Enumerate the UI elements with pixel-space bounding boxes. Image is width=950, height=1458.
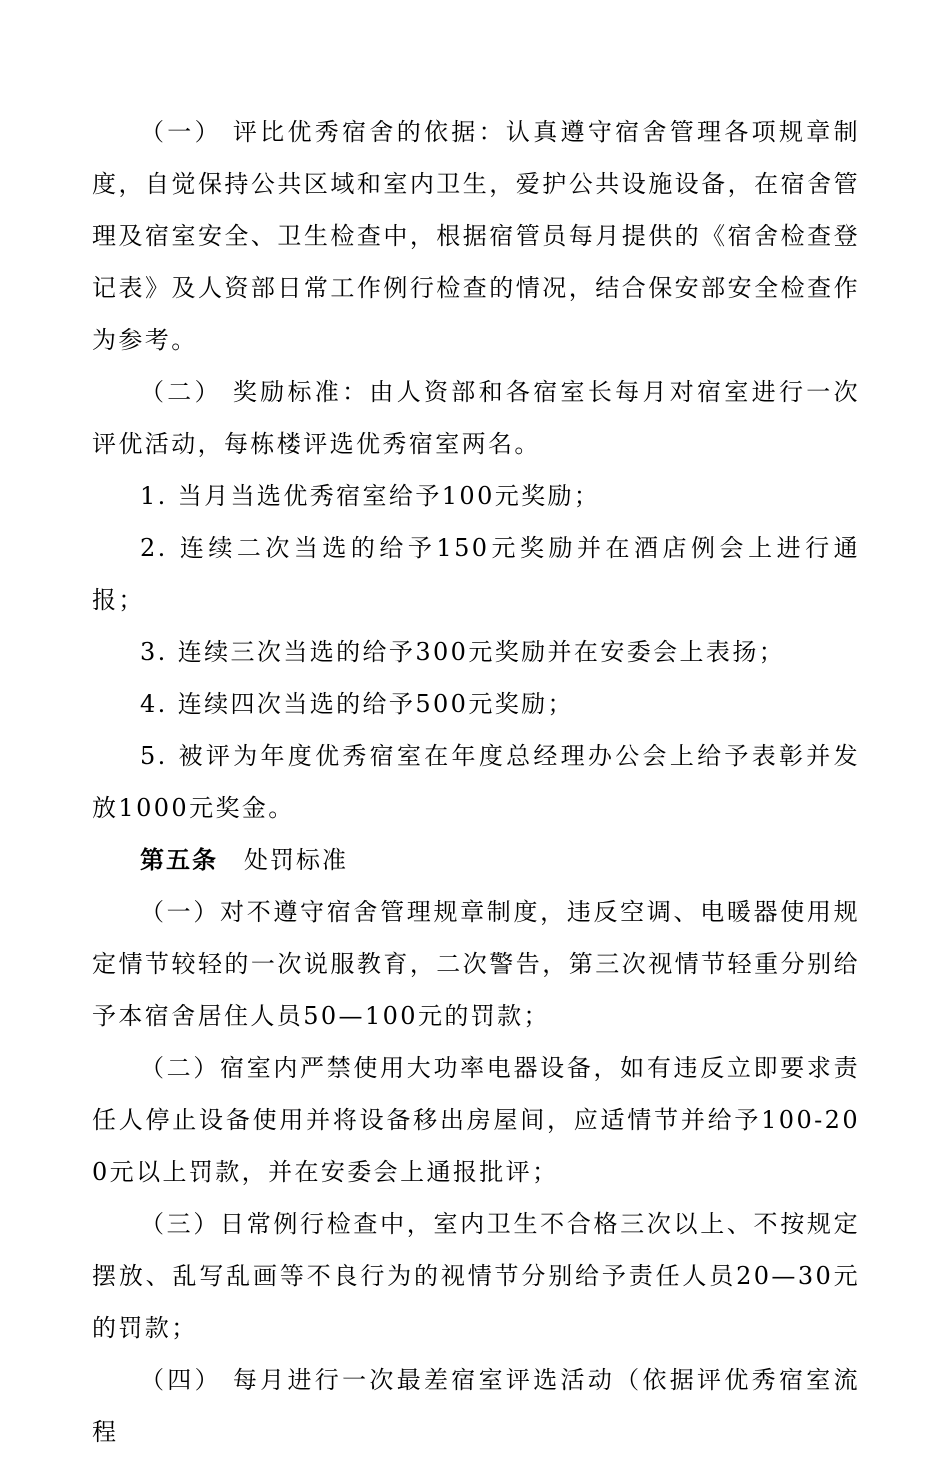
paragraph-penalty-1: （一）对不遵守宿舍管理规章制度，违反空调、电暖器使用规定情节较轻的一次说服教育，二次警告，第三次视情节轻重分别给予本宿舍居住人员50—100元的罚款； bbox=[92, 898, 860, 1030]
paragraph-penalty-3: （三）日常例行检查中，室内卫生不合格三次以上、不按规定摆放、乱写乱画等不良行为的视情节分别给予责任人员20—30元的罚款； bbox=[92, 1210, 860, 1342]
section-number: 第五条 bbox=[140, 846, 218, 874]
paragraph-basis: （一） 评比优秀宿舍的依据：认真遵守宿舍管理各项规章制度，自觉保持公共区域和室内卫生，爱护公共设施设备，在宿舍管理及宿室安全、卫生检查中，根据宿管员每月提供的《宿舍检查登记表》及人资部日常工作例行检查的情况，结合保安部安全检查作为参考。 bbox=[92, 118, 860, 354]
paragraph-reward-standard: （二） 奖励标准：由人资部和各宿室长每月对宿室进行一次评优活动，每栋楼评选优秀宿室两名。 bbox=[92, 378, 860, 458]
list-item-reward-5: 5. 被评为年度优秀宿室在年度总经理办公会上给予表彰并发放1000元奖金。 bbox=[92, 742, 860, 822]
list-item-reward-1: 1. 当月当选优秀宿室给予100元奖励； bbox=[140, 482, 601, 510]
list-item-reward-4: 4. 连续四次当选的给予500元奖励； bbox=[140, 690, 574, 718]
list-item-reward-3: 3. 连续三次当选的给予300元奖励并在安委会上表扬； bbox=[140, 638, 786, 666]
paragraph-penalty-2: （二）宿室内严禁使用大功率电器设备，如有违反立即要求责任人停止设备使用并将设备移出房屋间，应适情节并给予100-200元以上罚款，并在安委会上通报批评； bbox=[92, 1054, 860, 1186]
paragraph-penalty-4: （四） 每月进行一次最差宿室评选活动（依据评优秀宿室流程 bbox=[92, 1366, 860, 1446]
section-heading bbox=[92, 834, 860, 886]
list-item-reward-2: 2. 连续二次当选的给予150元奖励并在酒店例会上进行通报； bbox=[92, 534, 860, 614]
section-title: 处罚标准 bbox=[244, 846, 348, 874]
document-page bbox=[92, 106, 860, 1458]
